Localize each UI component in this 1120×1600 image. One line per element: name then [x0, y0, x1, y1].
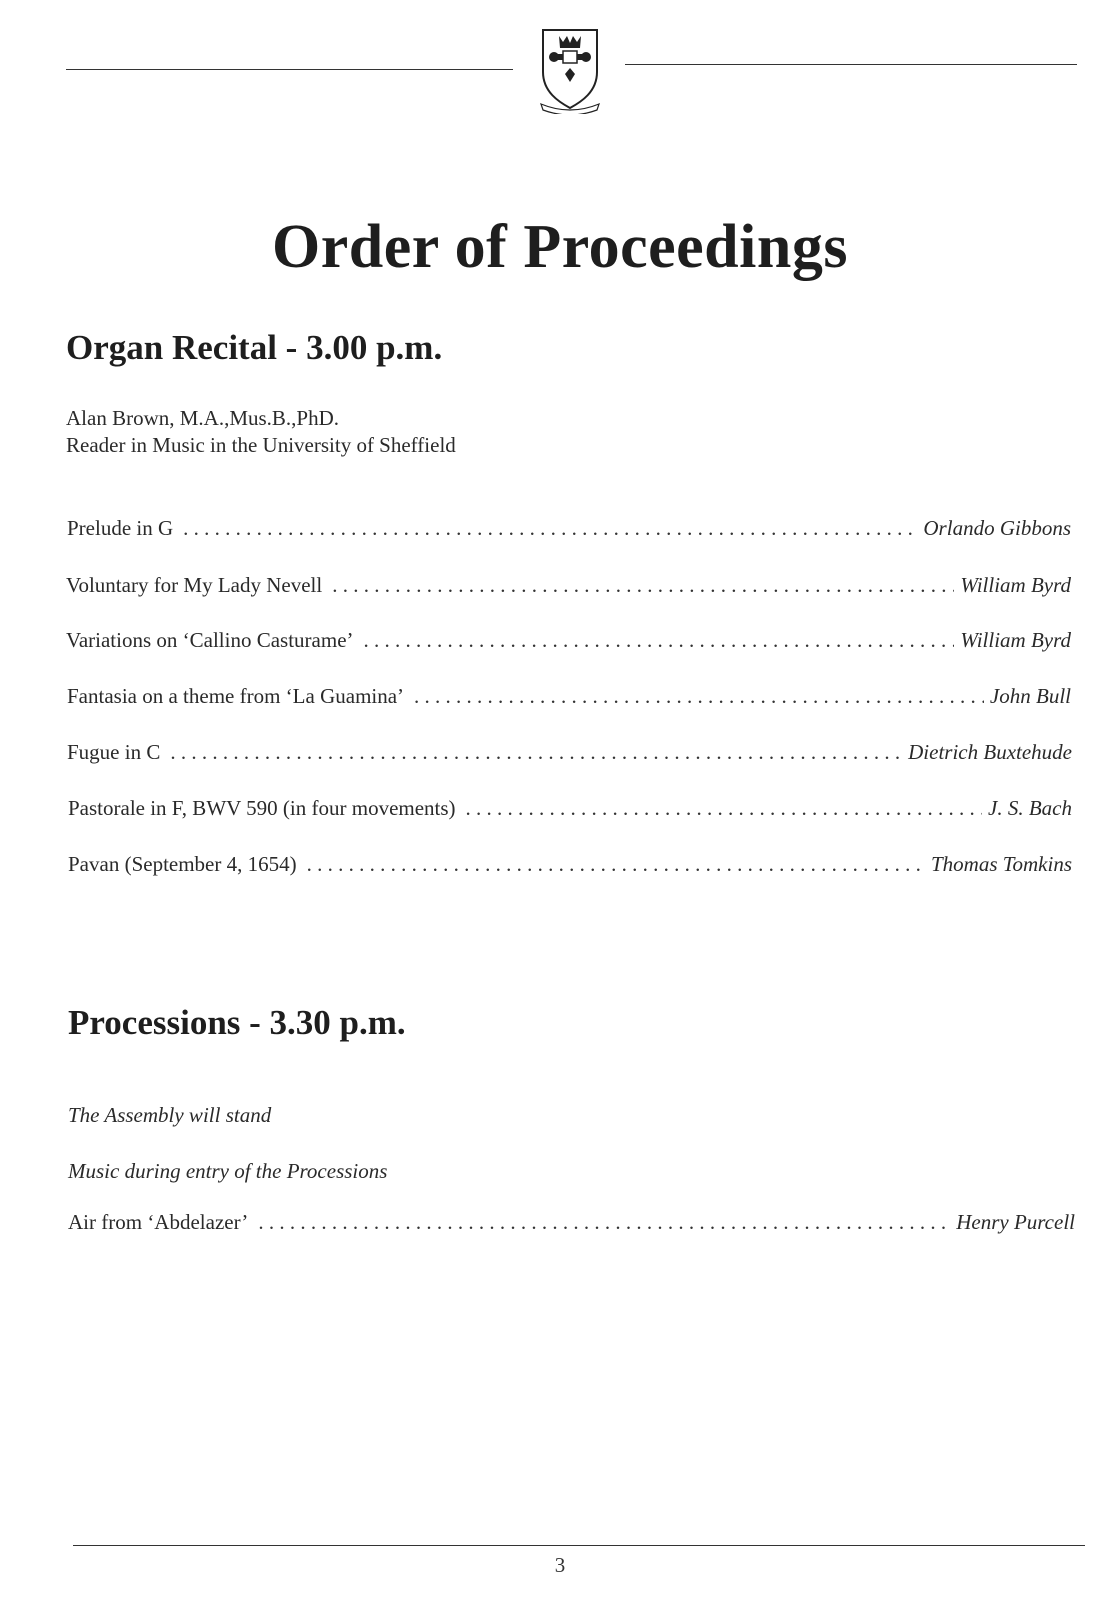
music-note: Music during entry of the Processions	[68, 1159, 388, 1183]
organ-recital-heading: Organ Recital - 3.00 p.m.	[66, 328, 443, 367]
dot-leader	[466, 796, 982, 821]
composer-name: William Byrd	[960, 628, 1071, 652]
programme-entry	[68, 796, 1072, 826]
programme-entry	[67, 516, 1071, 546]
header-rule-left	[66, 69, 513, 70]
programme-entry	[68, 1210, 1075, 1240]
footer-rule	[73, 1545, 1085, 1546]
composer-name: William Byrd	[960, 573, 1071, 597]
dot-leader	[170, 740, 902, 765]
programme-entry	[66, 628, 1071, 658]
dot-leader	[258, 1210, 950, 1235]
piece-title: Fugue in C	[67, 740, 161, 764]
performer-name: Alan Brown, M.A.,Mus.B.,PhD.	[66, 406, 340, 430]
programme-entry	[67, 684, 1071, 714]
page-number: 3	[554, 1553, 566, 1577]
programme-entry	[67, 740, 1072, 770]
composer-name: J. S. Bach	[988, 796, 1072, 820]
university-crest-icon	[537, 24, 603, 114]
assembly-note: The Assembly will stand	[68, 1103, 272, 1127]
composer-name: Henry Purcell	[956, 1210, 1075, 1234]
composer-name: Orlando Gibbons	[923, 516, 1071, 540]
composer-name: John Bull	[989, 684, 1071, 708]
programme-entry	[68, 852, 1072, 882]
processions-heading: Processions - 3.30 p.m.	[68, 1003, 406, 1042]
dot-leader	[307, 852, 925, 877]
page-title: Order of Proceedings	[272, 213, 848, 281]
piece-title: Prelude in G	[67, 516, 174, 540]
piece-title: Fantasia on a theme from ‘La Guamina’	[67, 684, 405, 708]
composer-name: Dietrich Buxtehude	[908, 740, 1072, 764]
piece-title: Air from ‘Abdelazer’	[68, 1210, 249, 1234]
dot-leader	[364, 628, 955, 653]
piece-title: Voluntary for My Lady Nevell	[66, 573, 323, 597]
piece-title: Pavan (September 4, 1654)	[68, 852, 297, 876]
dot-leader	[332, 573, 954, 598]
piece-title: Pastorale in F, BWV 590 (in four movements)	[68, 796, 456, 820]
dot-leader	[414, 684, 984, 709]
dot-leader	[183, 516, 917, 541]
piece-title: Variations on ‘Callino Casturame’	[66, 628, 354, 652]
header-rule-right	[625, 64, 1077, 65]
composer-name: Thomas Tomkins	[930, 852, 1072, 876]
programme-entry	[66, 573, 1071, 603]
performer-role: Reader in Music in the University of Sheffield	[66, 433, 456, 457]
